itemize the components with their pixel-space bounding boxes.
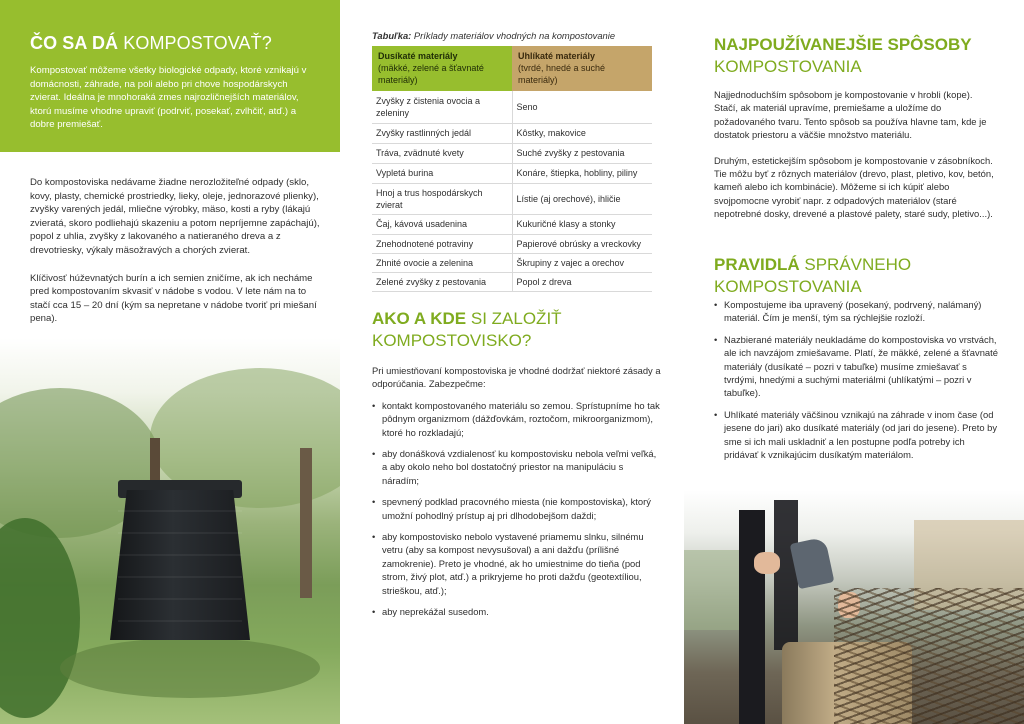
setup-list: [372, 399, 662, 619]
list-item: • kontakt kompostovaného materiálu so zemou. Sprístupníme ho tak pôdnym organizmom (dážďovkám, roztočom, mikroorganizmom), ktoré ho rozkladajú;: [372, 399, 662, 439]
list-item: • Uhlíkaté materiály väčšinou vznikajú na záhrade v inom čase (od jesene do jari) ako dusíkaté materiály (od jari do jesene). Preto by sme si ich mali uskladniť a len postupne podľa potreby ich pridávať k vznikajúcim dusíkatým materiálom.: [714, 408, 999, 462]
list-item: • Nazbierané materiály neukladáme do kompostoviska vo vrstvách, ale ich navzájom zmiešavame. Platí, že mäkké, zelené a šťavnaté materiály (dusíkaté – pozri v tabuľke) musíme zmiešavať s tvrdými, hnedými a suchými materiálmi (uhlíkatými – pozri v tabuľke).: [714, 333, 999, 400]
branch-pile: [834, 588, 1024, 724]
list-item: • spevnený podklad pracovného miesta (nie kompostoviska), ktorý umožní pohodlný prístup aj pri dlhodobejšom daždi;: [372, 495, 662, 522]
paragraph-containers: Druhým, estetickejším spôsobom je kompostovanie v zásobníkoch. Tie môžu byť z rôznych materiálov (drevo, plast, pletivo, kov, betón, kameň alebo ich kombinácie). Môžeme si ich kúpiť alebo svojpomocne vyrobiť napr. z odpadových materiálov (staré nepotrebné dosky, drevené a plastové palety, staré sudy, pletivo...).: [714, 154, 994, 220]
table-row: Znehodnotené potraviny Papierové obrúsky a vreckovky: [372, 234, 652, 253]
paragraph-non-compostable: Do kompostoviska nedávame žiadne nerozložiteľné odpady (sklo, kovy, plasty, chemické prostriedky, lieky, oleje, jednorazové plienky), zvyšky varených jedál, mliečne výrobky, mäso, kosti a ryby (lákajú zvieratá, skoro podliehajú skazeniu a potom nepríjemne zapáchajú), popol z uhlia, zvyšky z lakovaného a natieraného dreva a z drevotriesky, výkaly mäsožravých a chorých zvierat.: [30, 177, 320, 256]
table-row: Zelené zvyšky z pestovania Popol z dreva: [372, 272, 652, 291]
table-row: Čaj, kávová usadenina Kukuričné klasy a stonky: [372, 214, 652, 234]
setup-intro: Pri umiestňovaní kompostoviska je vhodné dodržať niektoré zásady a odporúčania. Zabezpečme:: [372, 365, 661, 390]
heading-composting-rules: PRAVIDLÁ SPRÁVNEHO KOMPOSTOVANIA: [714, 255, 912, 296]
paragraph-heap: Najjednoduchším spôsobom je kompostovanie v hrobli (kope). Stačí, ak materiál upravíme, premiešame a uložíme do požadovaného tvaru. Tento spôsob sa používa hlavne tam, kde je dostatok priestoru a väčšie množstvo materiálu.: [714, 89, 987, 141]
intro-paragraph: Kompostovať môžeme všetky biologické odpady, ktoré vznikajú v domácnosti, záhrade, na poli alebo pri chove hospodárskych zvierat. Ideálna je mnohoraká zmes najrozličnejších materiálov, ktorú musíme vhodne upraviť (podrviť, posekať, zvlhčiť, atď.) a dobre premiešať.: [30, 65, 307, 131]
intro-green-box: [0, 0, 340, 152]
heading-what-to-compost: ČO SA DÁ KOMPOSTOVAŤ?: [30, 33, 272, 53]
list-item: • aby neprekážal susedom.: [372, 605, 662, 618]
table-caption: Tabuľka: Príklady materiálov vhodných na kompostovanie: [372, 30, 616, 41]
paragraph-weeds: Klíčivosť húževnatých burín a ich semien zničíme, ak ich necháme pred kompostovaním skvasiť v nádobe s vodou. V lete nám na to stačí cca 15 – 20 dní (kým sa nepretane v nádobe tvoriť pri miešaní pena).: [30, 272, 317, 325]
panel-table-and-setup: [340, 0, 684, 724]
list-item: • Kompostujeme iba upravený (posekaný, podrvený, nalámaný) materiál. Čím je menší, tým sa rýchlejšie rozloží.: [714, 298, 999, 325]
header-carbon-materials: Uhlíkaté materiály (tvrdé, hnedé a suché materiály): [512, 46, 652, 91]
header-nitrogen-materials: Dusíkaté materiály (mäkké, zelené a šťavnaté materiály): [372, 46, 512, 91]
panel-methods-and-rules: [684, 0, 1024, 724]
heading-composting-methods: NAJPOUŽÍVANEJŠIE SPÔSOBY KOMPOSTOVANIA: [714, 35, 972, 76]
list-item: • aby donášková vzdialenosť ku kompostovisku nebola veľmi veľká, a aby okolo neho bol dostatočný priestor na manipuláciu s náradím;: [372, 447, 662, 487]
table-row: Zhnité ovocie a zelenina Škrupiny z vajec a orechov: [372, 253, 652, 272]
table-row: Vypletá burina Konáre, štiepka, hobliny, piliny: [372, 163, 652, 183]
materials-table: [372, 46, 652, 292]
list-item: • aby kompostovisko nebolo vystavené priamemu slnku, silnému vetru (aby sa kompost nevysušoval) a ani dažďu (prílišné zamokrenie). Preto je vhodné, ak ho umiestnime do tieňa (pod strom, živý plot, atď.) a prikryjeme ho proti dažďu (geotextíliou, strieškou, atď.);: [372, 530, 662, 597]
table-row: Tráva, zvädnuté kvety Suché zvyšky z pestovania: [372, 143, 652, 163]
col2-body: [372, 364, 662, 627]
panel-what-to-compost: [0, 0, 340, 724]
rules-body: [714, 298, 999, 469]
table-row: Hnoj a trus hospodárskych zvierat Lístie (aj orechové), ihličie: [372, 183, 652, 214]
methods-body: [714, 88, 999, 233]
col1-body: [30, 176, 320, 340]
table-row: Zvyšky rastlinných jedál Kôstky, makovice: [372, 123, 652, 143]
rules-list: [714, 298, 999, 461]
heading-how-where: AKO A KDE SI ZALOŽIŤ KOMPOSTOVISKO?: [372, 309, 562, 350]
table-row: Zvyšky z čistenia ovocia a zeleniny Seno: [372, 91, 652, 123]
